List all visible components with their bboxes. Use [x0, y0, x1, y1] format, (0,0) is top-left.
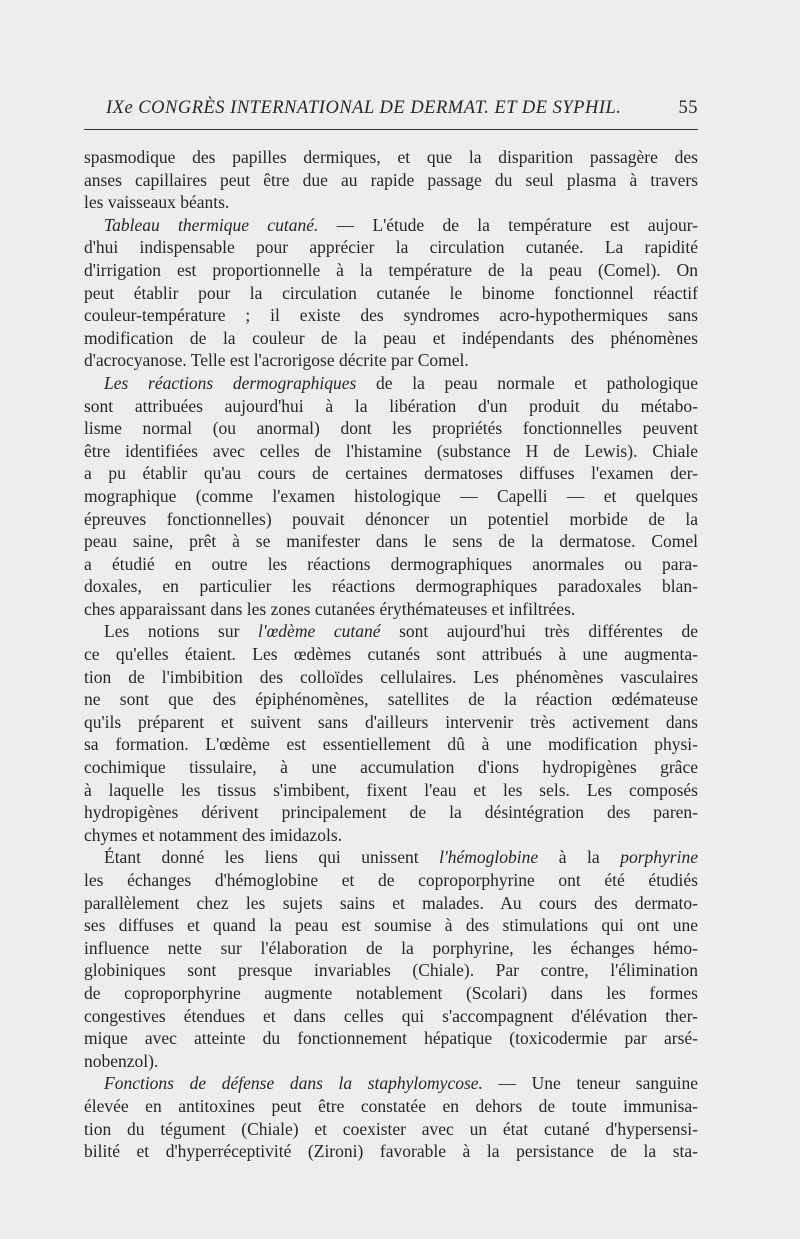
- text-line: de coproporphyrine augmente notablement (Scolari) dans les formes: [84, 982, 698, 1003]
- text-line: ne sont que des épiphénomènes, satellites de la réaction œdémateuse: [84, 689, 698, 710]
- text-line: Tableau thermique cutané. — L'étude de la température est aujour-: [104, 214, 698, 235]
- text-line: ce qu'elles étaient. Les œdèmes cutanés sont attribués à une augmenta-: [84, 644, 698, 665]
- text-line: doxales, en particulier les réactions dermographiques paradoxales blan-: [84, 576, 698, 597]
- text-line: épreuves fonctionnelles) pouvait dénoncer un potentiel morbide de la: [84, 508, 698, 529]
- text-line: Fonctions de défense dans la staphylomycose. — Une teneur sanguine: [104, 1073, 698, 1094]
- text-line: d'irrigation est proportionnelle à la température de la peau (Comel). On: [84, 259, 698, 280]
- text-line: a pu établir qu'au cours de certaines dermatoses diffuses l'examen der-: [84, 463, 698, 484]
- text-line: peut établir pour la circulation cutanée le binome fonctionnel réactif: [84, 282, 698, 303]
- text-line: anses capillaires peut être due au rapide passage du seul plasma à travers: [84, 169, 698, 190]
- text-line: d'hui indispensable pour apprécier la circulation cutanée. La rapidité: [84, 237, 698, 258]
- text-line: Les réactions dermographiques de la peau normale et pathologique: [104, 372, 698, 393]
- body-text: [84, 146, 698, 1163]
- text-line: peau saine, prêt à se manifester dans le sens de la dermatose. Comel: [84, 531, 698, 552]
- text-line: sa formation. L'œdème est essentiellement dû à une modification physi-: [84, 734, 698, 755]
- paragraph: [84, 214, 698, 372]
- text-line: parallèlement chez les sujets sains et malades. Au cours des dermato-: [84, 892, 698, 913]
- section-lead: l'œdème cutané: [258, 621, 381, 642]
- text-line: tion du tégument (Chiale) et coexister avec un état cutané d'hypersensi-: [84, 1118, 698, 1139]
- section-lead: Les réactions dermographiques: [104, 372, 357, 393]
- text-line: chymes et notamment des imidazols.: [84, 824, 343, 845]
- text-line: Les notions sur l'œdème cutané sont aujourd'hui très différentes de: [104, 621, 698, 642]
- text-line: congestives étendues et dans celles qui s'accompagnent d'élévation ther-: [84, 1005, 698, 1026]
- header-rule: [84, 129, 698, 130]
- text-line: être identifiées avec celles de l'histamine (substance H de Lewis). Chiale: [84, 440, 698, 461]
- text-line: ses diffuses et quand la peau est soumise à des stimulations qui ont une: [84, 915, 698, 936]
- text-line: a étudié en outre les réactions dermographiques anormales ou para-: [84, 553, 698, 574]
- text-line: les échanges d'hémoglobine et de coproporphyrine ont été étudiés: [84, 870, 698, 890]
- paragraph: [84, 372, 698, 621]
- text-line: modification de la couleur de la peau et indépendants des phénomènes: [84, 327, 698, 348]
- paragraph: [84, 1072, 698, 1162]
- text-line: nobenzol).: [84, 1050, 159, 1071]
- text-line: les vaisseaux béants.: [84, 192, 230, 213]
- paragraph: [84, 146, 698, 214]
- text-line: à laquelle les tissus s'imbibent, fixent l'eau et les sels. Les composés: [84, 779, 698, 800]
- text-line: ches apparaissant dans les zones cutanées érythémateuses et infiltrées.: [84, 598, 576, 619]
- text-line: cochimique tissulaire, à une accumulation d'ions hydropigènes grâce: [84, 757, 698, 778]
- text-line: influence nette sur l'élaboration de la porphyrine, les échanges hémo-: [84, 937, 698, 958]
- text-line: qu'ils préparent et suivent sans d'ailleurs intervenir très activement dans: [84, 711, 698, 732]
- text-line: bilité et d'hyperréceptivité (Zironi) favorable à la persistance de la sta-: [84, 1141, 698, 1162]
- running-title: IXe CONGRÈS INTERNATIONAL DE DERMAT. ET DE SYPHIL.: [106, 98, 622, 118]
- text-line: hydropigènes dérivent principalement de la désintégration des paren-: [84, 802, 698, 823]
- section-lead: Tableau thermique cutané.: [104, 214, 319, 235]
- running-header: [84, 98, 698, 124]
- text-line: élevée en antitoxines peut être constatée en dehors de toute immunisa-: [84, 1095, 698, 1116]
- paragraph: [84, 620, 698, 846]
- text-line: mographique (comme l'examen histologique — Capelli — et quelques: [84, 485, 698, 506]
- text-line: tion de l'imbibition des colloïdes cellulaires. Les phénomènes vasculaires: [84, 666, 698, 687]
- text-line: sont attribuées aujourd'hui à la libération d'un produit du métabo-: [84, 395, 698, 416]
- text-line: couleur-température ; il existe des syndromes acro-hypothermiques sans: [84, 305, 698, 326]
- text-line: d'acrocyanose. Telle est l'acrorigose décrite par Comel.: [84, 350, 469, 371]
- paragraph: [84, 846, 698, 1072]
- text-line: lisme normal (ou anormal) dont les propriétés fonctionnelles peuvent: [84, 418, 698, 439]
- section-lead: Fonctions de défense dans la staphylomycose.: [104, 1073, 483, 1094]
- page-number: 55: [678, 98, 698, 118]
- text-line: globiniques sont presque invariables (Chiale). Par contre, l'élimination: [84, 960, 698, 981]
- text-line: spasmodique des papilles dermiques, et que la disparition passagère des: [84, 147, 698, 167]
- text-line: Étant donné les liens qui unissent l'hémoglobine à la porphyrine: [104, 847, 698, 868]
- text-line: mique avec atteinte du fonctionnement hépatique (toxicodermie par arsé-: [84, 1028, 698, 1049]
